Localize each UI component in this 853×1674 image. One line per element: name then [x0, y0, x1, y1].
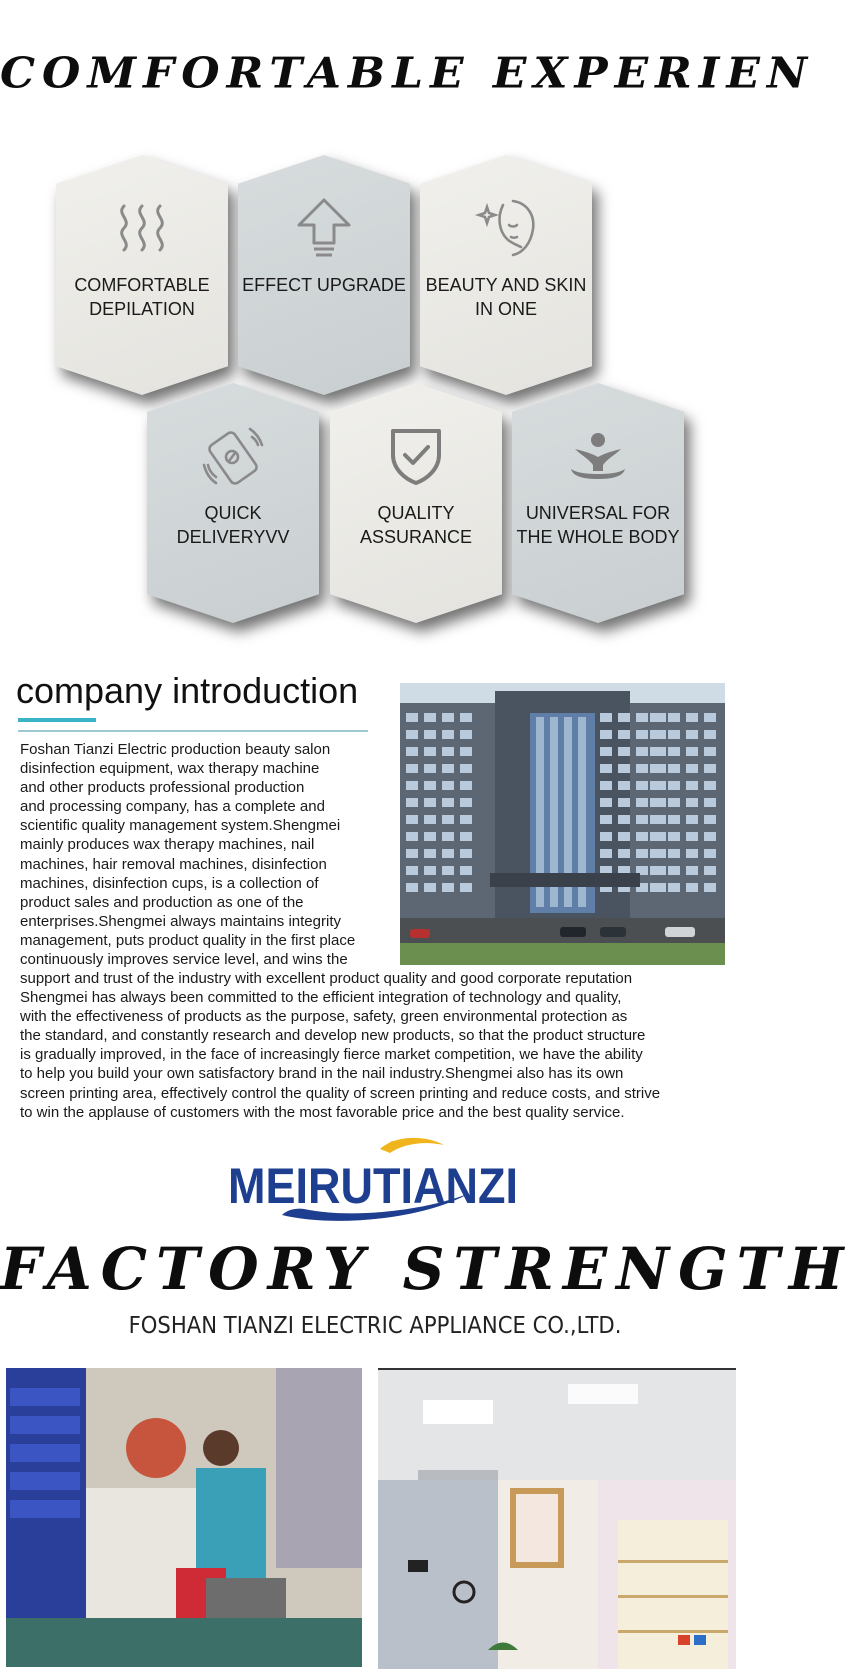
- paragraph-line: to win the applause of customers with the most favorable price and the best quality service.: [20, 1103, 625, 1121]
- paragraph-line: continuously improves service level, and wins the: [20, 951, 348, 969]
- showroom-photo: [378, 1368, 736, 1669]
- feature-label: QUICK DELIVERYVV: [176, 503, 290, 547]
- paragraph-line: product sales and production as one of the: [20, 893, 304, 911]
- company-introduction-text: [20, 740, 400, 969]
- paragraph-line: screen printing area, effectively control the quality of screen printing and reduce costs, and strive: [20, 1084, 661, 1102]
- feature-label: COMFORTABLE DEPILATION: [74, 275, 210, 319]
- paragraph-line: machines, hair removal machines, disinfection: [20, 855, 327, 873]
- paragraph-line: mainly produces wax therapy machines, nail: [20, 836, 315, 854]
- paragraph-line: support and trust of the industry with excellent product quality and good corporate reputation: [20, 970, 633, 987]
- paragraph-line: machines, disinfection cups, is a collection of: [20, 874, 319, 892]
- company-introduction-heading: company introduction: [16, 670, 359, 711]
- office-building-photo: [400, 683, 725, 965]
- feature-label: BEAUTY AND SKIN IN ONE: [425, 275, 587, 319]
- meirutianzi-logo: [220, 1135, 530, 1230]
- paragraph-line: scientific quality management system.Shengmei: [20, 817, 341, 835]
- factory-workshop-photo: [6, 1368, 362, 1667]
- paragraph-line: Shengmei has always been committed to the efficient integration of technology and quality,: [20, 989, 622, 1007]
- company-introduction-text-continued: [20, 969, 740, 1122]
- paragraph-line: with the effectiveness of products as the purpose, safety, green environmental protection as: [20, 1008, 628, 1026]
- paragraph-line: is gradually improved, in the face of increasingly fierce market competition, we have the ability: [20, 1046, 643, 1064]
- paragraph-line: the standard, and constantly research and develop new products, so that the product structure: [20, 1027, 646, 1045]
- delivery-phone-icon: [147, 421, 319, 491]
- paragraph-line: enterprises.Shengmei always maintains integrity: [20, 912, 341, 930]
- feature-tile-quick-delivery: [147, 383, 319, 623]
- heading-underline: [18, 730, 368, 732]
- upgrade-arrow-icon: [238, 193, 410, 263]
- feature-tile-quality-assurance: [330, 383, 502, 623]
- feature-label: QUALITY ASSURANCE: [359, 503, 473, 547]
- feature-tile-comfortable-depilation: [56, 155, 228, 395]
- factory-strength-title: FACTORY STRENGTH: [0, 1235, 853, 1303]
- feature-tile-beauty-skin: [420, 155, 592, 395]
- company-name: FOSHAN TIANZI ELECTRIC APPLIANCE CO.,LTD.: [128, 1313, 622, 1339]
- feature-label: UNIVERSAL FOR THE WHOLE BODY: [516, 503, 680, 547]
- shield-check-icon: [330, 421, 502, 491]
- paragraph-line: disinfection equipment, wax therapy machine: [20, 760, 320, 778]
- paragraph-line: to help you build your own satisfactory brand in the nail industry.Shengmei also has its own: [20, 1065, 624, 1083]
- paragraph-line: management, puts product quality in the first place: [20, 931, 356, 949]
- paragraph-line: Foshan Tianzi Electric production beauty salon: [20, 741, 331, 758]
- paragraph-line: and other products professional production: [20, 779, 305, 797]
- feature-tile-effect-upgrade: [238, 155, 410, 395]
- beauty-face-icon: [420, 193, 592, 263]
- feature-tile-universal-body: [512, 383, 684, 623]
- feature-label: EFFECT UPGRADE: [242, 275, 406, 295]
- heat-waves-icon: [56, 193, 228, 263]
- paragraph-line: and processing company, has a complete and: [20, 798, 325, 816]
- person-body-icon: [512, 421, 684, 491]
- heading-accent-bar: [18, 718, 96, 722]
- section-title-comfortable-experience: COMFORTABLE EXPERIEN: [0, 49, 815, 98]
- logo-wordmark: MEIRUTIANZI: [228, 1158, 518, 1214]
